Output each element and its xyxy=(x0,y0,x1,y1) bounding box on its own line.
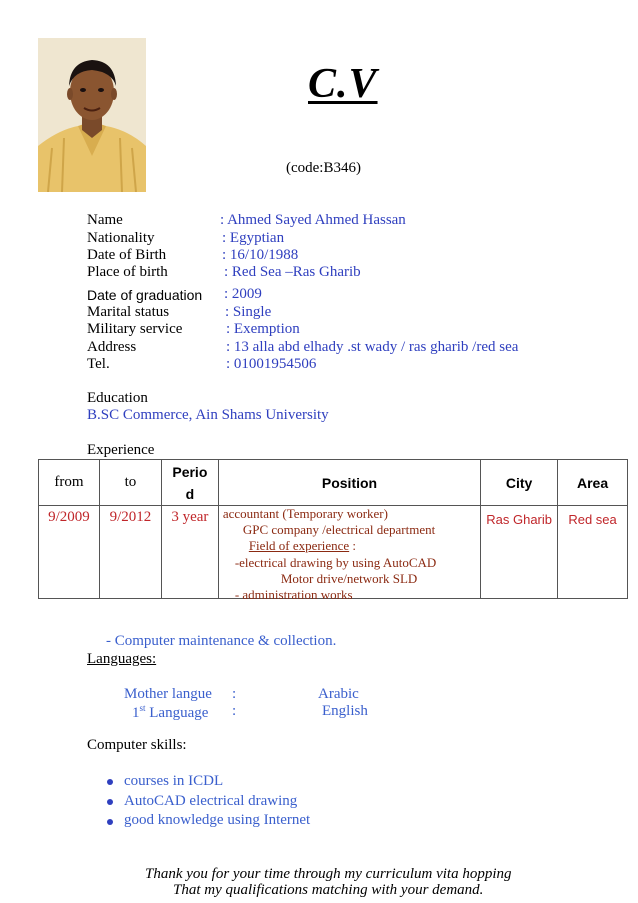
col-period xyxy=(161,460,218,506)
person-photo-icon xyxy=(38,38,146,192)
row-city: Ras Gharib xyxy=(481,506,558,599)
pob-label: Place of birth xyxy=(87,264,168,280)
first-language-text: Language xyxy=(145,705,209,721)
computer-maintenance-item: - Computer maintenance & collection. xyxy=(106,633,337,649)
position-field-colon: : xyxy=(349,538,357,553)
skill-item-3: good knowledge using Internet xyxy=(124,812,311,828)
skill-item-2: AutoCAD electrical drawing xyxy=(124,793,298,809)
military-value: : Exemption xyxy=(226,321,300,337)
row-position xyxy=(218,506,480,602)
row-from: 9/2009 xyxy=(39,506,100,599)
marital-label: Marital status xyxy=(87,304,170,320)
graduation-value: : 2009 xyxy=(224,286,262,302)
experience-heading: Experience xyxy=(87,442,155,458)
dob-value: : 16/10/1988 xyxy=(222,247,299,263)
position-field-label: Field of experience xyxy=(248,538,350,553)
footer-line-1: Thank you for your time through my curriculum vita hopping xyxy=(145,866,512,882)
col-period-line2: d xyxy=(185,485,195,502)
position-task1b: Motor drive/network SLD xyxy=(280,571,418,586)
first-language-num: 1 xyxy=(132,705,140,721)
graduation-label: Date of graduation xyxy=(87,287,203,303)
bullet-icon xyxy=(107,799,113,805)
marital-value: : Single xyxy=(225,304,272,320)
col-city: City xyxy=(481,460,558,506)
experience-table xyxy=(38,459,628,602)
table-header-row xyxy=(39,460,628,506)
address-label: Address xyxy=(87,339,137,355)
position-task1: -electrical drawing by using AutoCAD xyxy=(234,555,437,570)
nationality-value: : Egyptian xyxy=(222,230,285,246)
tel-value: : 01001954506 xyxy=(226,356,317,372)
education-degree: B.SC Commerce, Ain Shams University xyxy=(87,407,329,423)
col-from: from xyxy=(39,460,100,506)
row-to: 9/2012 xyxy=(99,506,161,599)
profile-photo xyxy=(38,38,146,192)
position-job: accountant (Temporary worker) xyxy=(222,506,388,521)
first-language-label xyxy=(132,703,208,722)
first-language-colon: : xyxy=(232,703,237,719)
computer-skills-heading: Computer skills: xyxy=(87,737,187,753)
position-company: GPC company /electrical department xyxy=(242,522,436,537)
dob-label: Date of Birth xyxy=(87,247,167,263)
education-heading: Education xyxy=(87,390,148,406)
footer-line-2: That my qualifications matching with your demand. xyxy=(173,882,484,898)
languages-heading: Languages: xyxy=(87,651,157,667)
first-language-sup: st xyxy=(139,703,146,713)
military-label: Military service xyxy=(87,321,183,337)
nationality-label: Nationality xyxy=(87,230,155,246)
row-area: Red sea xyxy=(558,506,628,599)
address-value: : 13 alla abd elhady .st wady / ras gharib /red sea xyxy=(226,339,519,355)
bullet-icon xyxy=(107,819,113,825)
cv-code: (code:B346) xyxy=(286,160,361,176)
name-label: Name xyxy=(87,212,123,228)
table-row xyxy=(39,506,628,599)
tel-label: Tel. xyxy=(87,356,110,372)
col-area: Area xyxy=(558,460,628,506)
col-period-line1: Perio xyxy=(172,463,208,480)
skill-item-1: courses in ICDL xyxy=(124,773,224,789)
mother-language-value: Arabic xyxy=(318,686,359,702)
first-language-value: English xyxy=(322,703,368,719)
position-task2: - administration works xyxy=(234,587,353,602)
row-period: 3 year xyxy=(161,506,218,599)
mother-language-colon: : xyxy=(232,686,237,702)
position-field xyxy=(249,538,356,554)
mother-language-label: Mother langue xyxy=(124,686,212,702)
pob-value: : Red Sea –Ras Gharib xyxy=(224,264,361,280)
bullet-icon xyxy=(107,779,113,785)
col-to: to xyxy=(99,460,161,506)
name-value: : Ahmed Sayed Ahmed Hassan xyxy=(220,212,406,228)
cv-title: C.V xyxy=(308,61,378,107)
col-position: Position xyxy=(218,460,480,506)
